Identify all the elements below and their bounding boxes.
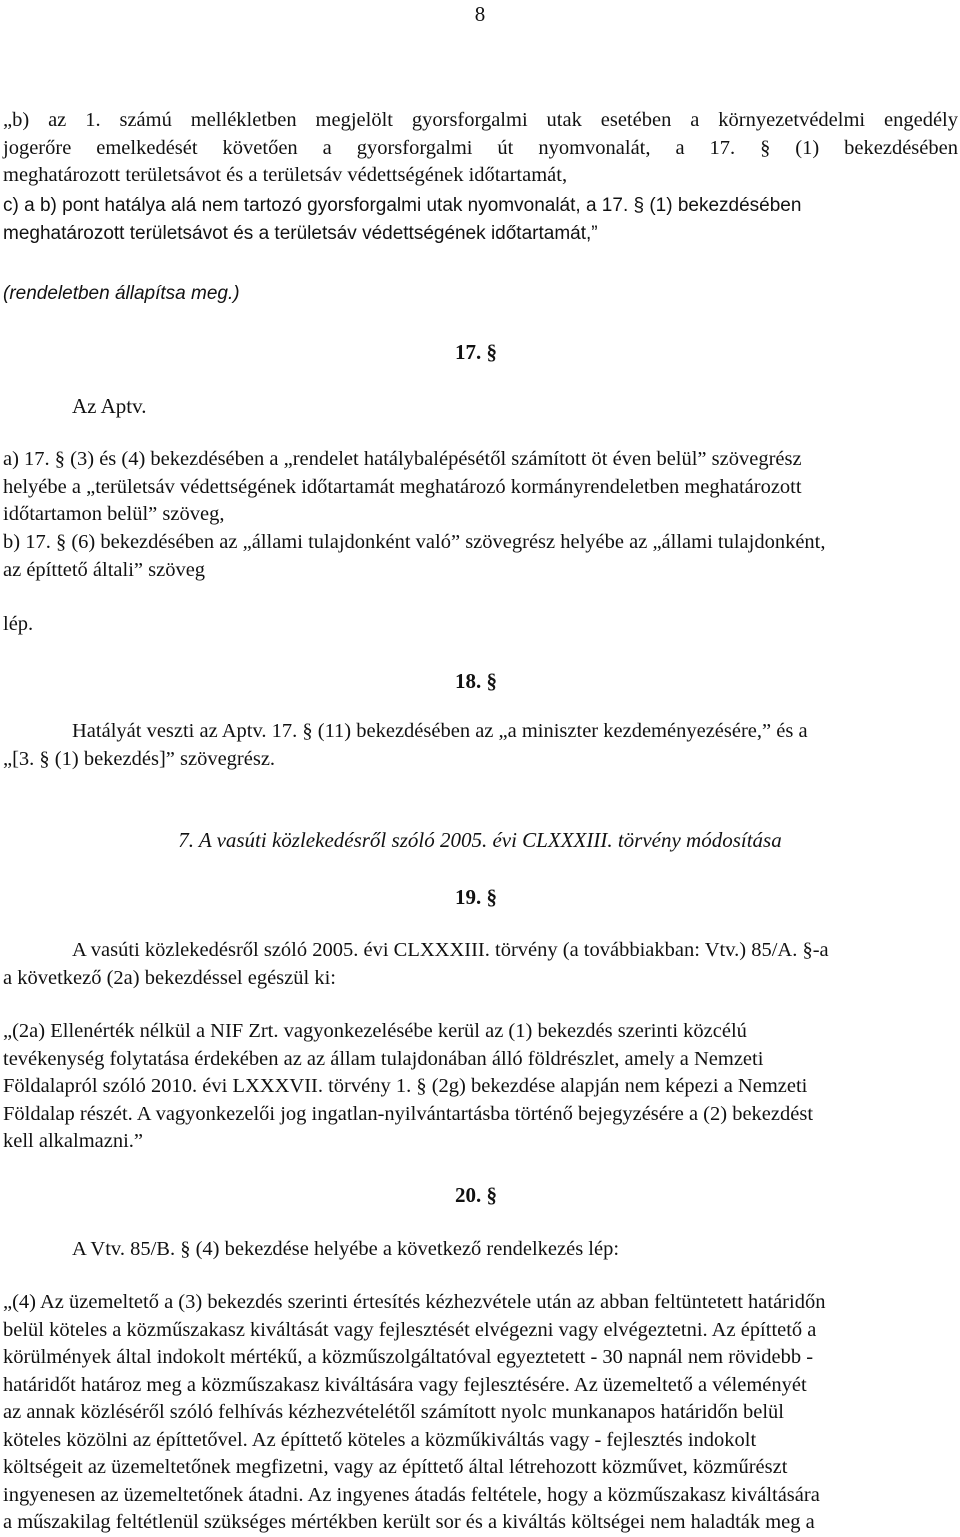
text-line: Földalapról szóló 2010. évi LXXXVII. törvény 1. § (2g) bekezdése alapján nem képezi a Nemzeti <box>3 1075 808 1097</box>
paragraph-4 <box>3 1289 958 1537</box>
text-line: kell alkalmazni.” <box>3 1130 144 1152</box>
text-line: meghatározott területsávot és a területsáv védettségének időtartamát, <box>3 164 568 186</box>
paragraph-hatalyat-veszti <box>3 718 958 773</box>
text-line: lép. <box>3 613 34 635</box>
text-line: belül köteles a közműszakasz kiváltását vagy fejlesztését elvégezni vagy elvégeztetni. Az építtető a <box>3 1318 817 1341</box>
section-heading-19: 19. § <box>455 885 497 909</box>
section-heading-20: 20. § <box>455 1183 497 1207</box>
paragraph-a-point <box>3 446 958 529</box>
paragraph-lep <box>3 611 958 639</box>
paragraph-vtv-intro <box>3 937 958 992</box>
paragraph-b-point <box>3 107 958 190</box>
section-heading-18: 18. § <box>455 669 497 693</box>
text-line: az építtető általi” szöveg <box>3 558 206 581</box>
text-line: körülmények által indokolt mértékű, a közműszolgáltatóval egyeztetett - 30 napnál nem rövidebb - <box>3 1346 814 1368</box>
text-line: a) 17. § (3) és (4) bekezdésében a „rendelet hatálybalépésétől számított öt éven belül” szövegrész <box>3 448 802 470</box>
section-heading-17: 17. § <box>455 340 497 364</box>
text-line: határidőt határoz meg a közműszakasz kiváltására vagy fejlesztésére. Az üzemeltető a véleményét <box>3 1373 807 1396</box>
paragraph-c-point <box>3 192 958 247</box>
text-line: Hatályát veszti az Aptv. 17. § (11) bekezdésében az „a miniszter kezdeményezésére,” és a <box>72 720 808 742</box>
text-line: helyébe a „területsáv védettségének időtartamát meghatározó kormányrendeletben meghatározott <box>3 475 802 498</box>
text-line: költségeit az üzemeltetőnek megfizetni, vagy az építtető által létrehozott közművet, közműrészt <box>3 1456 788 1478</box>
text-line: a következő (2a) bekezdéssel egészül ki: <box>3 966 336 989</box>
text-line: időtartamon belül” szöveg, <box>3 503 225 525</box>
chapter-title-7: 7. A vasúti közlekedésről szóló 2005. évi CLXXXIII. törvény módosítása <box>178 828 782 852</box>
text-line: c) a b) pont hatálya alá nem tartozó gyorsforgalmi utak nyomvonalát, a 17. § (1) bekezdésében <box>3 195 802 216</box>
text-line: Földalap részét. A vagyonkezelői jog ingatlan-nyilvántartásba történő bejegyzésére a (2) bekezdést <box>3 1102 814 1125</box>
paragraph-rendeletben <box>3 280 958 308</box>
page-number: 8 <box>474 2 486 26</box>
text-line: ingyenesen az üzemeltetőnek átadni. Az ingyenes átadás feltétele, hogy a közműszakasz kiváltására <box>3 1483 820 1506</box>
text-line: meghatározott területsávot és a területsáv védettségének időtartamát,” <box>3 222 598 244</box>
text-line: (rendeletben állapítsa meg.) <box>3 283 240 304</box>
section-intro-aptv: Az Aptv. <box>72 394 147 418</box>
text-line: jogerőre emelkedését követően a gyorsforgalmi út nyomvonalát, a 17. § (1) bekezdésében <box>3 136 958 159</box>
text-line: a műszakilag feltétlenül szükséges mértékben került sor és a kiváltás költségei nem haladták meg a <box>3 1511 815 1533</box>
text-line: „(4) Az üzemeltető a (3) bekezdés szerinti értesítés kézhezvétele után az abban feltüntetett határidőn <box>3 1291 826 1313</box>
paragraph-b-17 <box>3 529 958 584</box>
text-line: tevékenység folytatása érdekében az az állam tulajdonában álló földrészlet, amely a Nemzeti <box>3 1047 764 1070</box>
paragraph-2a <box>3 1018 958 1156</box>
text-line: A vasúti közlekedésről szóló 2005. évi CLXXXIII. törvény (a továbbiakban: Vtv.) 85/A. §-a <box>72 939 829 961</box>
paragraph-vtv-85b <box>3 1236 958 1264</box>
text-line: „[3. § (1) bekezdés]” szövegrész. <box>3 747 276 770</box>
text-line: „(2a) Ellenérték nélkül a NIF Zrt. vagyonkezelésébe kerül az (1) bekezdés szerinti közcélú <box>3 1020 747 1042</box>
text-line: az annak közléséről szóló felhívás kézhezvételétől számított nyolc munkanapos határidőn belül <box>3 1401 785 1423</box>
text-line: b) 17. § (6) bekezdésében az „állami tulajdonként való” szövegrész helyébe az „állami tulajdonként, <box>3 531 826 553</box>
text-line: köteles közölni az építtetővel. Az építtető köteles a közműkiváltás vagy - fejlesztés indokolt <box>3 1428 757 1451</box>
text-line: A Vtv. 85/B. § (4) bekezdése helyébe a következő rendelkezés lép: <box>72 1238 620 1260</box>
text-line: „b) az 1. számú mellékletben megjelölt gyorsforgalmi utak esetében a környezetvédelmi engedély <box>3 109 958 131</box>
